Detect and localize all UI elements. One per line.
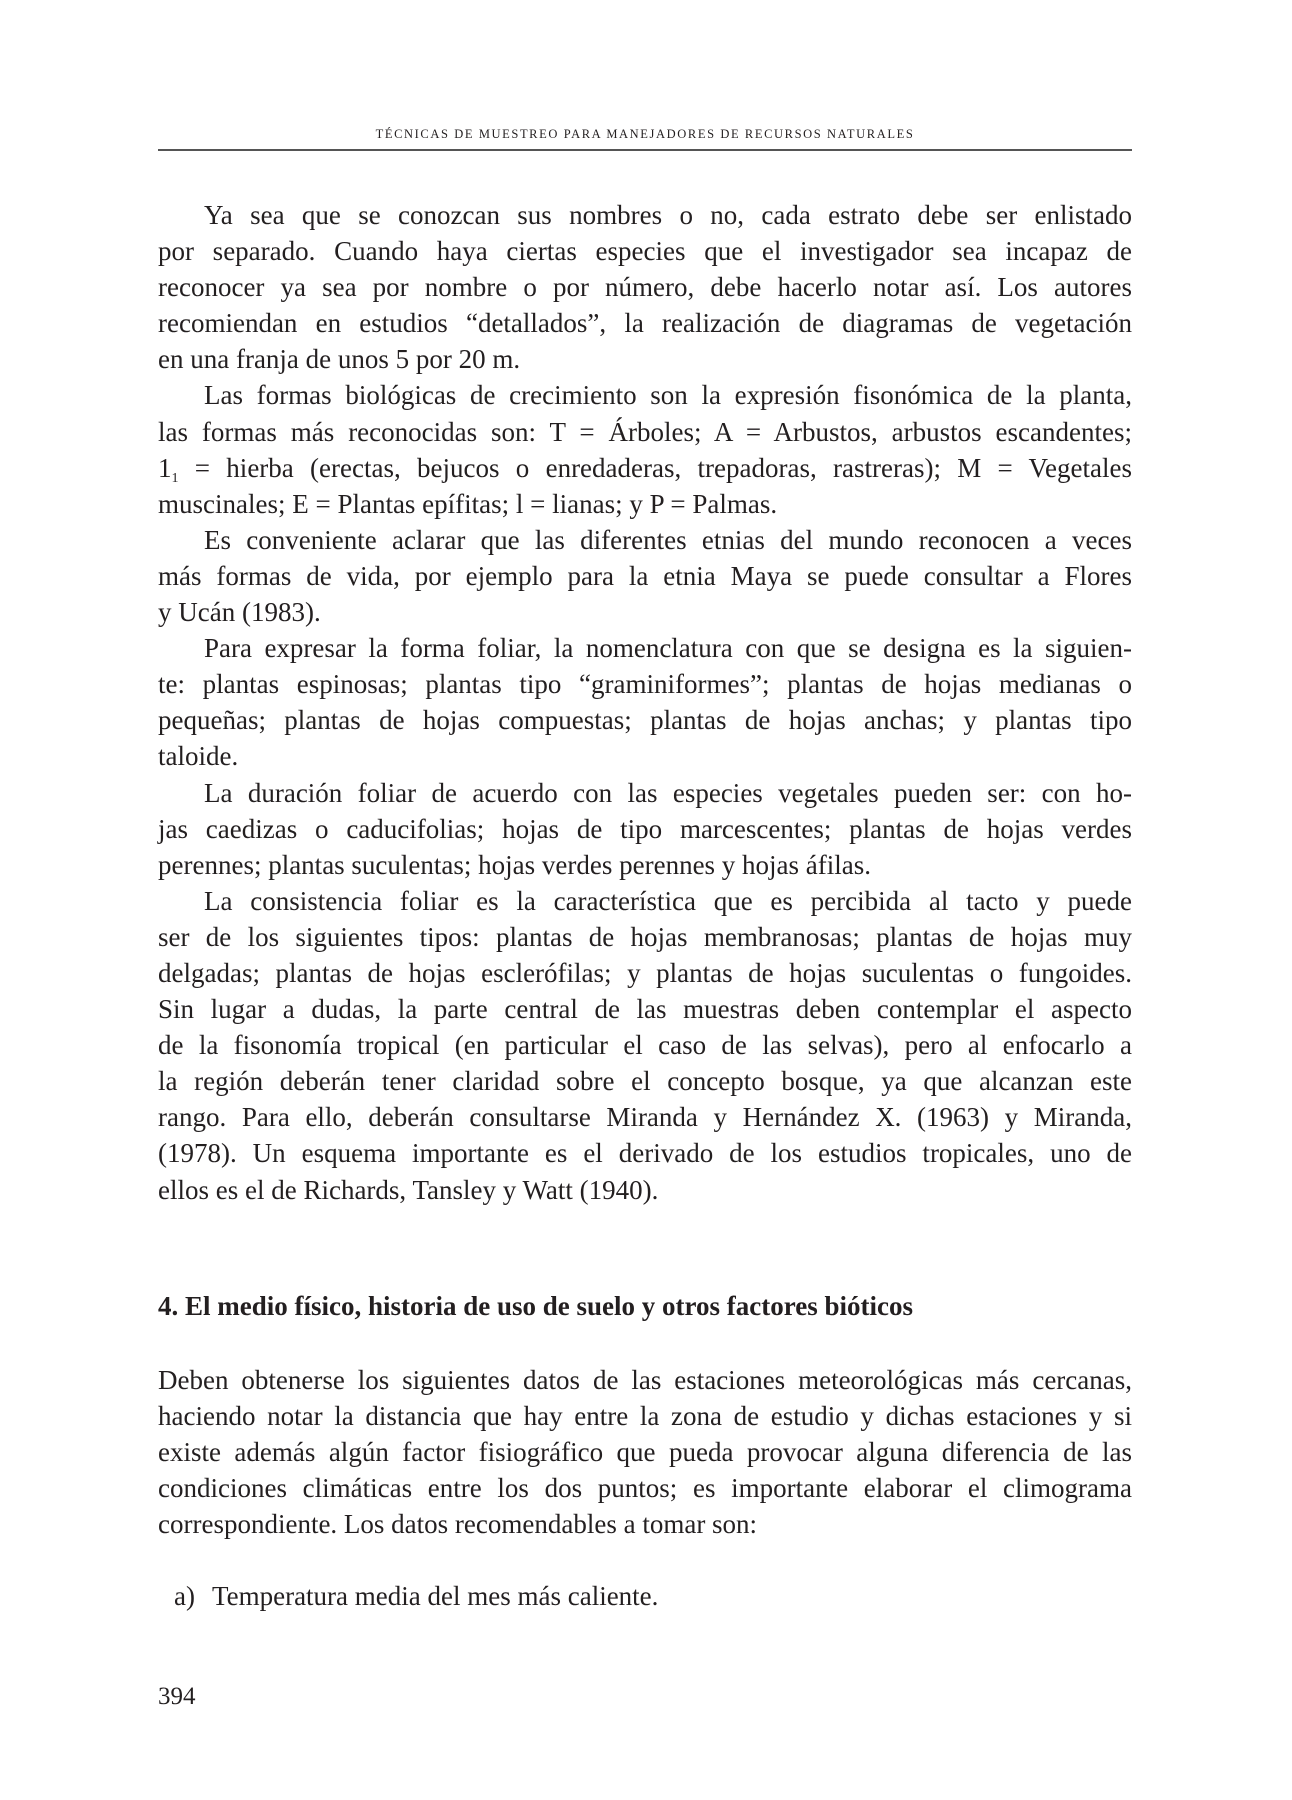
line-content: (1978). Un esquema importante es el derivado de los estudios tropicales, uno de: [158, 1138, 1132, 1169]
header-rule: [158, 149, 1132, 151]
line-content: por separado. Cuando haya ciertas especies que el investigador sea incapaz de: [158, 236, 1132, 267]
text-line: [158, 1099, 1132, 1135]
line-content: condiciones climáticas entre los dos puntos; es importante elaborar el climograma: [158, 1473, 1132, 1504]
text-line: [158, 919, 1132, 955]
text-line: [158, 702, 1132, 738]
line-content: y Ucán (1983).: [158, 597, 321, 628]
line-content: pequeñas; plantas de hojas compuestas; plantas de hojas anchas; y plantas tipo: [158, 705, 1132, 736]
line-content: Sin lugar a dudas, la parte central de las muestras deben contemplar el aspecto: [158, 994, 1132, 1025]
line-content: muscinales; E = Plantas epífitas; l = lianas; y P = Palmas.: [158, 488, 778, 519]
line-content: recomiendan en estudios “detallados”, la realización de diagramas de vegetación: [158, 308, 1132, 339]
symbol-subscript: 1: [171, 470, 179, 486]
text-line: [158, 1362, 1132, 1398]
line-content: Es conveniente aclarar que las diferentes etnias del mundo reconocen a veces: [204, 524, 1132, 555]
running-header: TÉCNICAS DE MUESTREO PARA MANEJADORES DE RECURSOS NATURALES: [375, 127, 915, 141]
text-line: [158, 197, 1132, 233]
line-content: perennes; plantas suculentas; hojas verdes perennes y hojas áfilas.: [158, 849, 872, 880]
text-line: [158, 1063, 1132, 1099]
line-content: delgadas; plantas de hojas esclerófilas; y plantas de hojas suculentas o fungoides.: [158, 957, 1132, 988]
line-content: jas caedizas o caducifolias; hojas de tipo marcescentes; plantas de hojas verdes: [158, 813, 1132, 844]
text-line: [158, 1027, 1132, 1063]
line-content: La consistencia foliar es la característica que es percibida al tacto y puede: [204, 885, 1132, 916]
section-paragraph: [158, 1362, 1132, 1542]
line-content: haciendo notar la distancia que hay entre la zona de estudio y dichas estaciones y si: [158, 1401, 1132, 1432]
line-content: rango. Para ello, deberán consultarse Miranda y Hernández X. (1963) y Miranda,: [158, 1102, 1132, 1133]
text-line: [158, 811, 1132, 847]
list-item: [174, 1578, 658, 1614]
text-line: [158, 594, 1132, 630]
line-content: taloide.: [158, 741, 239, 772]
body-text: [158, 197, 1132, 1208]
text-line: [158, 377, 1132, 413]
line-content: ser de los siguientes tipos: plantas de hojas membranosas; plantas de hojas muy: [158, 921, 1132, 952]
text-line: [158, 1398, 1132, 1434]
text-line: [158, 1506, 1132, 1542]
text-line: [158, 450, 1132, 486]
symbol-prefix: 1: [158, 452, 172, 483]
line-content: Deben obtenerse los siguientes datos de las estaciones meteorológicas más cercanas,: [158, 1365, 1132, 1395]
text-line: [158, 486, 1132, 522]
line-content: reconocer ya sea por nombre o por número, debe hacerlo notar así. Los autores: [158, 272, 1132, 303]
line-content: Ya sea que se conozcan sus nombres o no, cada estrato debe ser enlistado: [204, 200, 1132, 230]
text-line: [158, 991, 1132, 1027]
page-number: 394: [158, 1683, 196, 1710]
text-line: [158, 269, 1132, 305]
text-line: [158, 233, 1132, 269]
text-line: [158, 1470, 1132, 1506]
text-line: [158, 305, 1132, 341]
text-line: [158, 847, 1132, 883]
line-content: [158, 450, 1132, 486]
line-content: existe además algún factor fisiográfico que pueda provocar alguna diferencia de las: [158, 1437, 1132, 1468]
text-line: [158, 558, 1132, 594]
text-line: [158, 738, 1132, 774]
line-content: la región deberán tener claridad sobre el concepto bosque, ya que alcanzan este: [158, 1066, 1132, 1097]
text-line: [158, 522, 1132, 558]
text-line: [158, 1135, 1132, 1171]
line-content: más formas de vida, por ejemplo para la etnia Maya se puede consultar a Flores: [158, 560, 1132, 591]
line-content: correspondiente. Los datos recomendables a tomar son:: [158, 1509, 758, 1540]
section-heading: 4. El medio físico, historia de uso de suelo y otros factores bióticos: [158, 1291, 913, 1321]
text-line: [158, 630, 1132, 666]
text-line: [158, 414, 1132, 450]
line-content: Para expresar la forma foliar, la nomenclatura con que se designa es la siguien-: [204, 633, 1132, 664]
line-text: = hierba (erectas, bejucos o enredaderas, trepadoras, rastreras); M = Vegetales: [194, 452, 1133, 483]
text-line: [158, 775, 1132, 811]
line-content: de la fisonomía tropical (en particular el caso de las selvas), pero al enfocarlo a: [158, 1030, 1132, 1061]
text-line: [158, 666, 1132, 702]
line-content: Las formas biológicas de crecimiento son la expresión fisonómica de la planta,: [204, 380, 1132, 411]
line-content: La duración foliar de acuerdo con las especies vegetales pueden ser: con ho-: [204, 777, 1132, 808]
list-marker: a): [174, 1581, 195, 1611]
text-line: [158, 341, 1132, 377]
line-content: ellos es el de Richards, Tansley y Watt (1940).: [158, 1174, 659, 1205]
text-line: [158, 1172, 1132, 1208]
text-line: [158, 955, 1132, 991]
text-line: [158, 1434, 1132, 1470]
line-content: te: plantas espinosas; plantas tipo “graminiformes”; plantas de hojas medianas o: [158, 669, 1132, 700]
line-content: en una franja de unos 5 por 20 m.: [158, 344, 521, 375]
list-item-text: Temperatura media del mes más caliente.: [212, 1581, 659, 1611]
text-line: [158, 883, 1132, 919]
line-content: las formas más reconocidas son: T = Árboles; A = Arbustos, arbustos escandentes;: [158, 416, 1132, 447]
